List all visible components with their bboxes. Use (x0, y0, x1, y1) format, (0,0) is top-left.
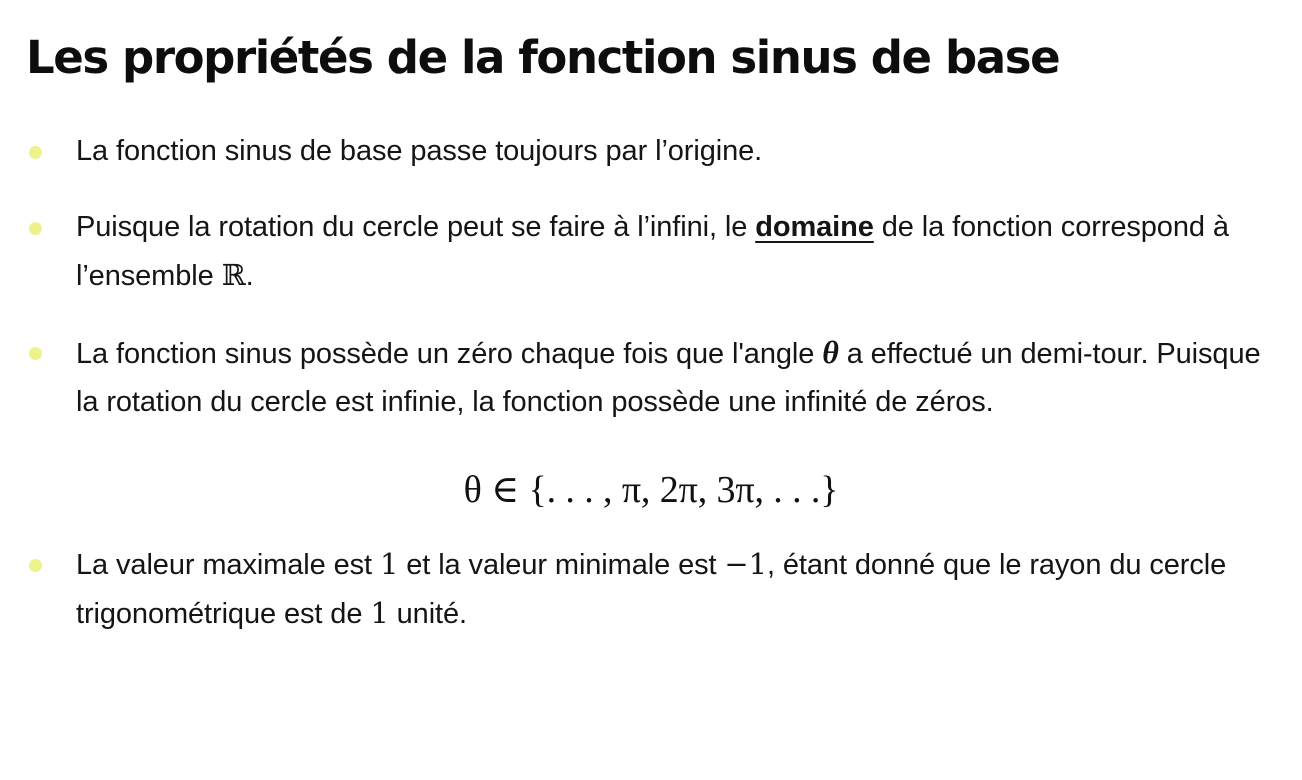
real-numbers-symbol: ℝ (221, 258, 246, 292)
item-text: La fonction sinus de base passe toujours par l’origine. (76, 135, 763, 167)
item-text: de la fonction correspond à l’ensemble (76, 211, 1229, 292)
item-text: La fonction sinus possède un zéro chaque fois que l'angle (76, 338, 823, 370)
item-text: , étant donné que le rayon du cercle trigonométrique est de (76, 549, 1227, 630)
bullet-icon (29, 222, 42, 235)
zeros-equation: θ ∈ {. . . , π, 2π, 3π, . . .} (463, 469, 839, 511)
radius-value: 1 (370, 596, 389, 630)
item-text: a effectué un demi-tour. Puisque la rotation du cercle est infinie, la fonction possède une infinité de zéros. (76, 338, 1261, 418)
max-value: 1 (379, 547, 399, 581)
item-text: . (245, 260, 254, 292)
bullet-icon (29, 559, 42, 572)
min-value: −1 (724, 547, 767, 581)
list-item-domain (26, 203, 1276, 300)
properties-list (26, 127, 1276, 638)
item-text: La valeur maximale est (76, 549, 380, 581)
item-text: unité. (388, 598, 467, 630)
page-title: Les propriétés de la fonction sinus de base (26, 31, 1060, 84)
theta-symbol: θ (822, 334, 839, 370)
bullet-icon (29, 347, 42, 360)
bullet-icon (29, 146, 42, 159)
item-text: Puisque la rotation du cercle peut se faire à l’infini, le (76, 211, 756, 243)
list-item-origin (26, 127, 1276, 175)
item-text: et la valeur minimale est (398, 549, 725, 581)
list-item-range (26, 540, 1276, 638)
domaine-link[interactable]: domaine (755, 211, 874, 243)
list-item-zeros (26, 328, 1276, 514)
